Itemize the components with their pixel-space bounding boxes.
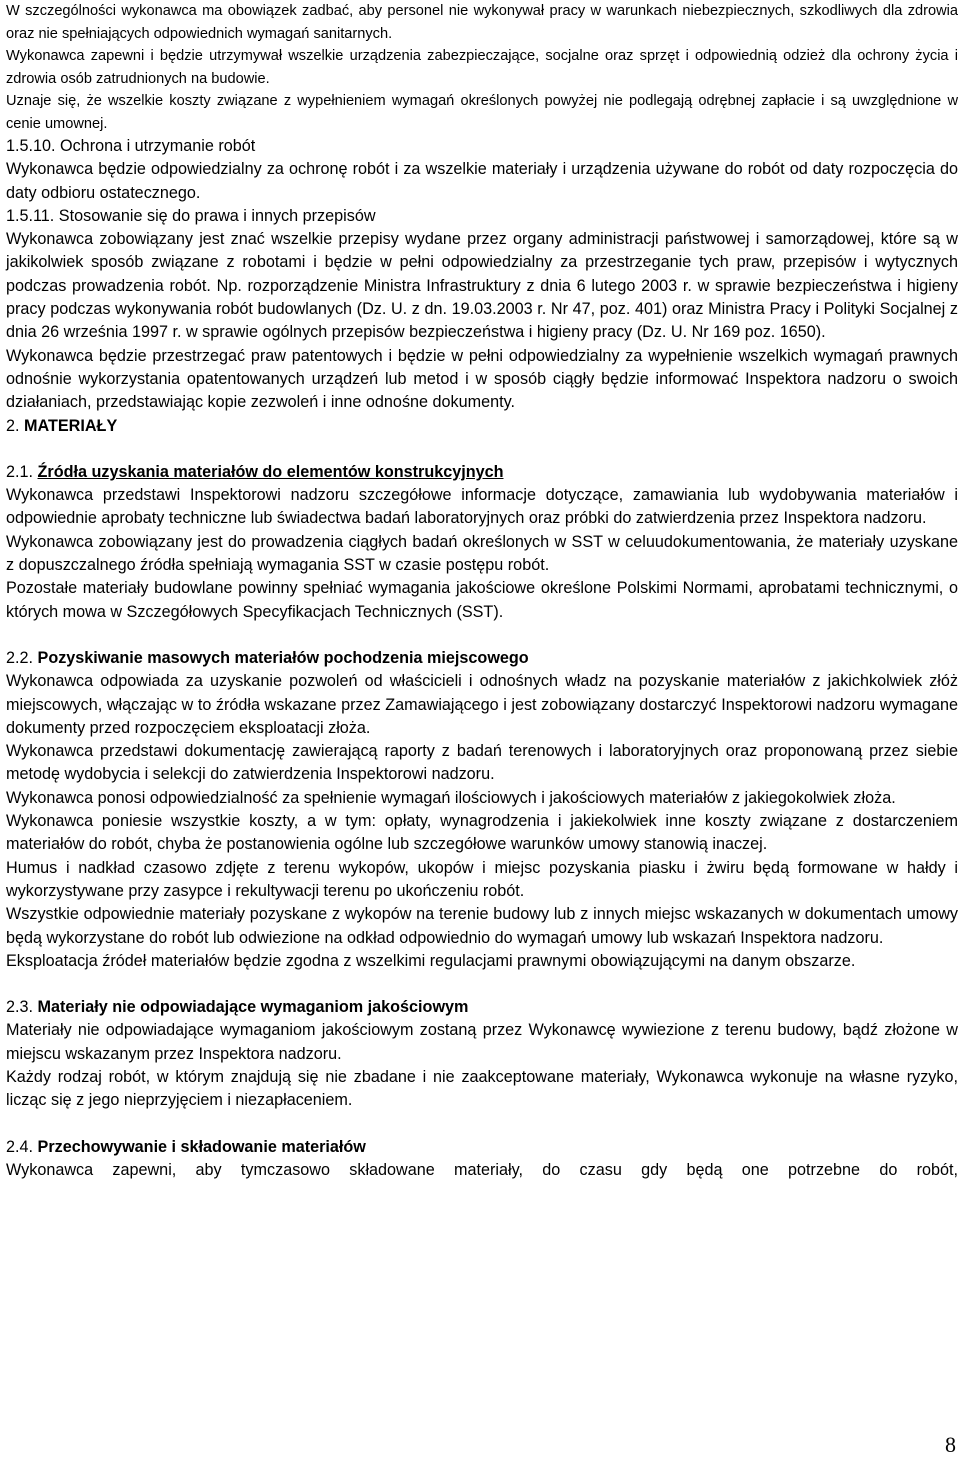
section-heading-2-3 [6, 996, 958, 1019]
paragraph: Wykonawca przedstawi dokumentację zawierającą raporty z badań terenowych i laboratoryjnych oraz proponowaną przez siebie metodę wydobycia i selekcji do zatwierdzenia Inspektorowi nadzoru. [6, 742, 958, 784]
paragraph: W szczególności wykonawca ma obowiązek zadbać, aby personel nie wykonywał pracy w warunkach niebezpiecznych, szkodliwych dla zdrowia oraz nie spełniających odpowiednich wymagań sanitarnych. [6, 3, 958, 42]
paragraph: Wykonawca ponosi odpowiedzialność za spełnienie wymagań ilościowych i jakościowych materiałów z jakiegokolwiek złoża. [6, 788, 896, 807]
paragraph: Materiały nie odpowiadające wymaganiom jakościowym zostaną przez Wykonawcę wywiezione z terenu budowy, bądź złożone w miejscu wskazanym przez Inspektora nadzoru. [6, 1021, 958, 1063]
paragraph: Wykonawca zapewni i będzie utrzymywał wszelkie urządzenia zabezpieczające, socjalne oraz sprzęt i odpowiednią odzież dla ochrony życia i zdrowia osób zatrudnionych na budowie. [6, 48, 958, 87]
section-heading-2-2 [6, 647, 958, 670]
paragraph: Wykonawca będzie przestrzegać praw patentowych i będzie w pełni odpowiedzialny za wypełnienie wszelkich wymagań prawnych odnośnie wykorzystania opatentowanych urządzeń lub metod i w sposób ciągły będzie informować Inspektora nadzoru o swoich działaniach, przedstawiając kopie zezwoleń i inne odnośne dokumenty. [6, 346, 958, 412]
paragraph: Wykonawca zobowiązany jest do prowadzenia ciągłych badań określonych w SST w celuudokumentowania, że materiały uzyskane z dopuszczalnego źródła spełniają wymagania SST w czasie postępu robót. [6, 532, 958, 575]
heading-title: Materiały nie odpowiadające wymaganiom jakościowym [37, 998, 469, 1017]
paragraph: Humus i nadkład czasowo zdjęte z terenu wykopów, ukopów i miejsc pozyskania piasku i żwiru będą formowane w hałdy i wykorzystywane przy zasypce i rekultywacji terenu po ukończeniu robót. [6, 858, 958, 900]
heading-number: 2.4. [6, 1137, 34, 1156]
paragraph: Wykonawca będzie odpowiedzialny za ochronę robót i za wszelkie materiały i urządzenia używane do robót od daty rozpoczęcia do daty odbioru ostatecznego. [6, 160, 958, 202]
heading-number: 2.3. [6, 998, 34, 1017]
section-heading-1-5-11: 1.5.11. Stosowanie się do prawa i innych przepisów [6, 206, 376, 225]
paragraph: Wykonawca odpowiada za uzyskanie pozwoleń od właścicieli i odnośnych władz na pozyskanie materiałów z jakichkolwiek złóż miejscowych, włączając w to źródła wskazane przez Zamawiającego i jest zobowiązany dostarczyć Inspektorowi nadzoru wymagane dokumenty przed rozpoczęciem eksploatacji złoża. [6, 672, 958, 737]
paragraph: Pozostałe materiały budowlane powinny spełniać wymagania jakościowe określone Polskimi Normami, aprobatami technicznymi, o których mowa w Szczegółowych Specyfikacjach Technicznych (SST). [6, 579, 958, 621]
spacer [6, 624, 958, 647]
paragraph: Eksploatacja źródeł materiałów będzie zgodna z wszelkimi regulacjami prawnymi obowiązującymi na danym obszarze. [6, 951, 856, 970]
paragraph: Każdy rodzaj robót, w którym znajdują się nie zbadane i nie zaakceptowane materiały, Wykonawca wykonuje na własne ryzyko, licząc się z jego nieprzyjęciem i niezapłaceniem. [6, 1067, 958, 1110]
paragraph: Wykonawca zapewni, aby tymczasowo składowane materiały, do czasu gdy będą one potrzebne do robót, [6, 1160, 958, 1179]
heading-number: 2.1. [6, 462, 34, 481]
heading-number: 2.2. [6, 648, 34, 667]
section-heading-1-5-10: 1.5.10. Ochrona i utrzymanie robót [6, 137, 256, 155]
paragraph: Wykonawca poniesie wszystkie koszty, a w tym: opłaty, wynagrodzenia i jakiekolwiek inne koszty związane z dostarczeniem materiałów do robót, chyba że postanowienia ogólne lub szczegółowe warunków umowy stanowią inaczej. [6, 812, 958, 854]
spacer [6, 973, 958, 996]
heading-title: MATERIAŁY [24, 416, 118, 435]
paragraph: Uznaje się, że wszelkie koszty związane z wypełnieniem wymagań określonych powyżej nie podlegają odrębnej zapłacie i są uwzględnione w cenie umownej. [6, 93, 958, 132]
heading-number: 2. [6, 416, 20, 435]
spacer [6, 1113, 958, 1136]
paragraph: Wszystkie odpowiednie materiały pozyskane z wykopów na terenie budowy lub z innych miejsc wskazanych w dokumentach umowy będą wykorzystane do robót lub odwiezione na odkład odpowiednio do wymagań umowy lub wskazań Inspektora nadzoru. [6, 905, 958, 947]
section-heading-2-1 [6, 461, 958, 484]
heading-title: Źródła uzyskania materiałów do elementów konstrukcyjnych [37, 462, 504, 481]
section-heading-2-4 [6, 1136, 958, 1159]
spacer [6, 438, 958, 461]
heading-title: Przechowywanie i składowanie materiałów [37, 1137, 366, 1156]
page-number: 8 [945, 1432, 956, 1457]
chapter-heading-2 [6, 415, 958, 438]
heading-title: Pozyskiwanie masowych materiałów pochodzenia miejscowego [37, 648, 529, 667]
paragraph: Wykonawca zobowiązany jest znać wszelkie przepisy wydane przez organy administracji państwowej i samorządowej, które są w jakikolwiek sposób związane z robotami i będzie w pełni odpowiedzialny za przestrzeganie tych praw, przepisów i wytycznych podczas prowadzenia robót. Np. rozporządzenie Ministra Infrastruktury z dnia 6 lutego 2003 r. w sprawie bezpieczeństwa i higieny pracy podczas wykonywania robót budowlanych (Dz. U. z dn. 19.03.2003 r. Nr 47, poz. 401) oraz Ministra Pracy i Polityki Socjalnej z dnia 26 września 1997 r. w sprawie ogólnych przepisów bezpieczeństwa i higieny pracy (Dz. U. Nr 169 poz. 1650). [6, 230, 958, 342]
paragraph: Wykonawca przedstawi Inspektorowi nadzoru szczegółowe informacje dotyczące, zamawiania lub wydobywania materiałów i odpowiednie aprobaty techniczne lub świadectwa badań laboratoryjnych oraz próbki do zatwierdzenia przez Inspektora nadzoru. [6, 486, 958, 528]
document-page [6, 0, 958, 1182]
